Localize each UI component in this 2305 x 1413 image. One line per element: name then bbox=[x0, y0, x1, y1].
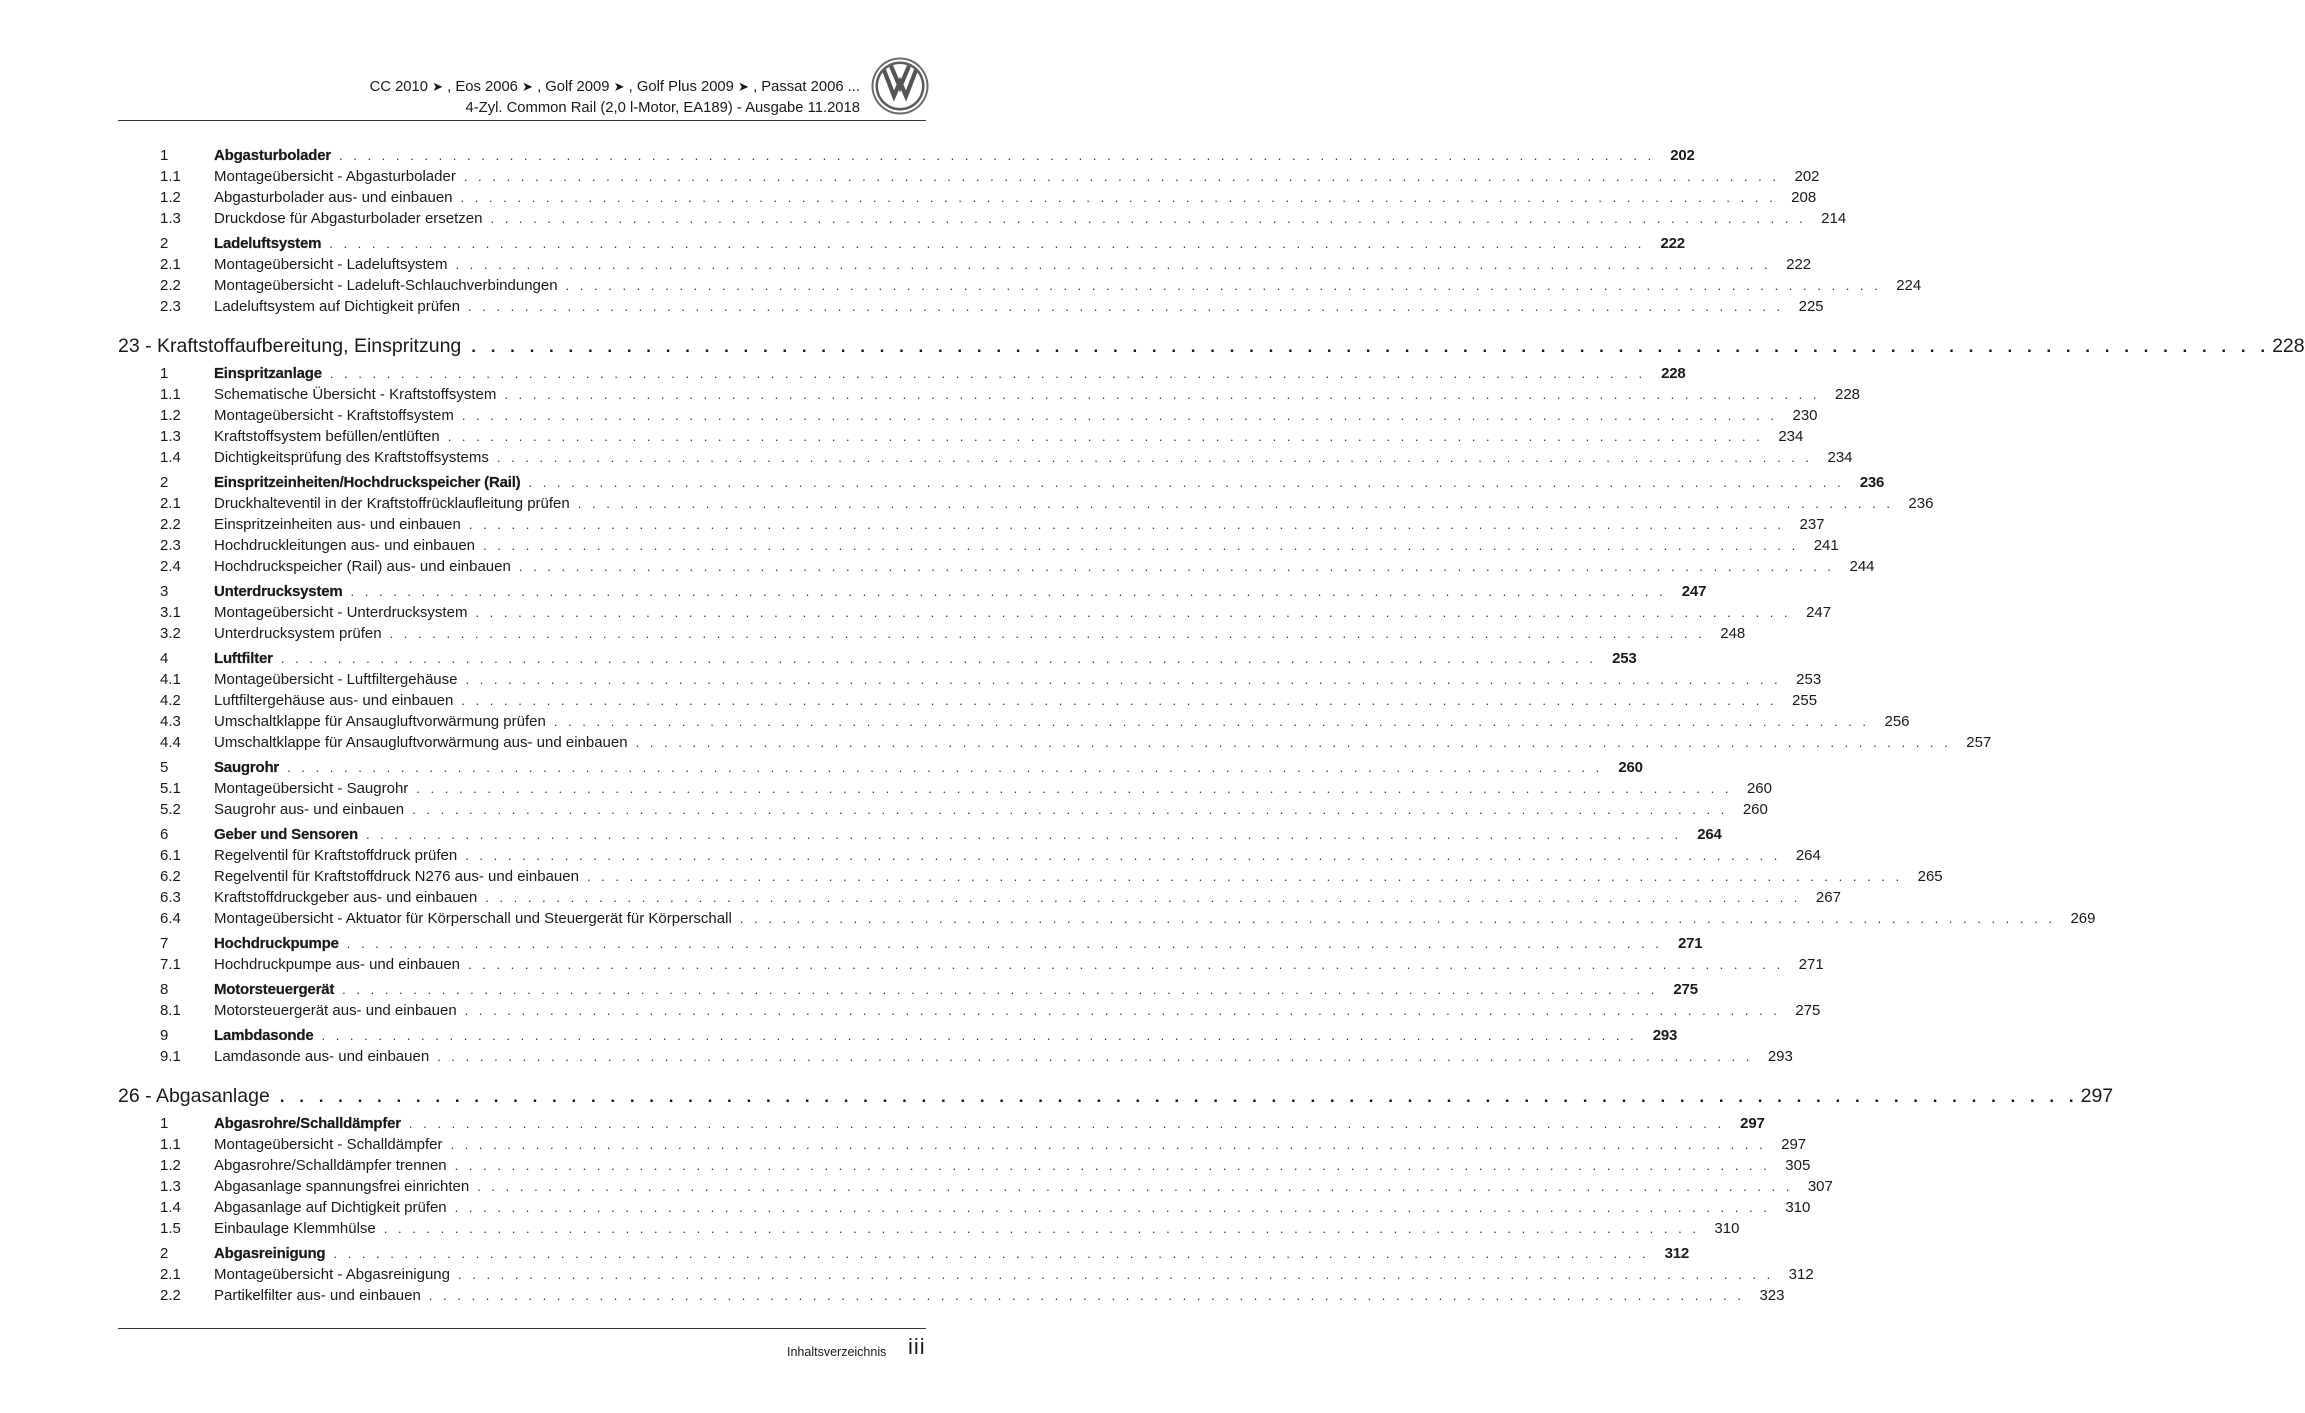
entry-page: 241 bbox=[1813, 537, 1839, 554]
toc-entry[interactable] bbox=[118, 493, 1934, 514]
toc-entry[interactable] bbox=[118, 1000, 1821, 1021]
model-eos: , Eos 2006 bbox=[447, 79, 518, 95]
dot-leader: . . . . . . . . . . . . . . . . . . . . . . . . . . . . . . . . . . . . . . . . . . . . . . . . . . . . . . . . . . . . . . . . . . . . . . . . . . . . . . . . . . . . . . . . . . . . . bbox=[518, 559, 1835, 574]
entry-title: Partikelfilter aus- und einbauen bbox=[214, 1287, 421, 1304]
entry-number: 1.4 bbox=[160, 1199, 181, 1216]
entry-title: Umschaltklappe für Ansaugluftvorwärmung aus- und einbauen bbox=[214, 734, 628, 751]
toc-entry[interactable] bbox=[118, 187, 1817, 208]
dot-leader: . . . . . . . . . . . . . . . . . . . . . . . . . . . . . . . . . . . . . . . . . . . . . . . . . . . . . . . . . . . . . . . . . . . . . . . . . . . . . . . . . . . . . . . . . . . . . bbox=[287, 760, 1603, 775]
entry-title: Luftfiltergehäuse aus- und einbauen bbox=[214, 692, 454, 709]
entry-page: 275 bbox=[1673, 981, 1698, 998]
toc-entry[interactable] bbox=[118, 405, 1818, 426]
dot-leader: . . . . . . . . . . . . . . . . . . . . . . . . . . . . . . . . . . . . . . . . . . . . . . . . . . . . . . . . . . . . . . . . . . . . . . . . . . . . . . . . . . . . . . . . . . . . . bbox=[464, 1003, 1781, 1018]
document-header bbox=[118, 76, 860, 119]
toc-entry[interactable] bbox=[118, 166, 1820, 187]
entry-page: 236 bbox=[1859, 474, 1885, 491]
entry-number: 4.3 bbox=[160, 713, 181, 730]
toc-entry[interactable] bbox=[118, 254, 1812, 275]
toc-section[interactable] bbox=[118, 824, 1722, 845]
model-cc: CC 2010 bbox=[369, 79, 428, 95]
entry-number: 1.3 bbox=[160, 428, 181, 445]
toc-entry[interactable] bbox=[118, 514, 1825, 535]
entry-title: Montageübersicht - Unterdrucksystem bbox=[214, 604, 468, 621]
toc-section[interactable] bbox=[118, 648, 1637, 669]
entry-page: 237 bbox=[1799, 516, 1825, 533]
arrow-icon: ➤ bbox=[522, 79, 533, 94]
entry-page: 271 bbox=[1677, 935, 1703, 952]
entry-title: Druckhalteventil in der Kraftstoffrücklaufleitung prüfen bbox=[214, 495, 570, 512]
entry-page: 293 bbox=[1767, 1048, 1793, 1065]
dot-leader: . . . . . . . . . . . . . . . . . . . . . . . . . . . . . . . . . . . . . . . . . . . . . . . . . . . . . . . . . . . . . . . . . . . . . . . . . . . . . . . . . . . . . . . . . . . . . bbox=[465, 848, 1781, 863]
entry-page: 260 bbox=[1618, 759, 1643, 776]
dot-leader: . . . . . . . . . . . . . . . . . . . . . . . . . . . . . . . . . . . . . . . . . . . . . . . . . . . . . . . . . . . . . . . . . . . . . . . . . . . . . . . . . . . . . . . . . . . . . bbox=[496, 450, 1813, 465]
entry-title: Montageübersicht - Ladeluft-Schlauchverbindungen bbox=[214, 277, 558, 294]
entry-number: 4.4 bbox=[160, 734, 181, 751]
toc-entry[interactable] bbox=[118, 1218, 1740, 1239]
entry-title: Lamdasonde aus- und einbauen bbox=[214, 1048, 430, 1065]
entry-page: 310 bbox=[1714, 1220, 1740, 1237]
entry-title: Abgasrohre/Schalldämpfer trennen bbox=[214, 1157, 447, 1174]
dot-leader: . . . . . . . . . . . . . . . . . . . . . . . . . . . . . . . . . . . . . . . . . . . . . . . . . . . . . . . . . . . . . . . . . . . . . . . . . . . . . . . . . . . . . . . . . . . . . bbox=[329, 236, 1645, 251]
entry-title: Ladeluftsystem bbox=[214, 235, 322, 252]
entry-title: Hochdruckspeicher (Rail) aus- und einbauen bbox=[214, 558, 511, 575]
entry-title: Umschaltklappe für Ansaugluftvorwärmung prüfen bbox=[214, 713, 546, 730]
dot-leader: . . . . . . . . . . . . . . . . . . . . . . . . . . . . . . . . . . . . . . . . . . . . . . . . . . . . . . . . . . . . . . . . . . . . . . . . . . . . . . . . . . . . . . . . . . . . . bbox=[333, 1246, 1650, 1261]
entry-title: Luftfilter bbox=[214, 650, 273, 667]
toc-entry[interactable] bbox=[118, 732, 1992, 753]
toc-section[interactable] bbox=[118, 145, 1695, 166]
models-line bbox=[118, 76, 860, 98]
entry-page: 271 bbox=[1798, 956, 1824, 973]
entry-page: 253 bbox=[1796, 671, 1822, 688]
entry-title: Saugrohr aus- und einbauen bbox=[214, 801, 405, 818]
entry-title: Hochdruckleitungen aus- und einbauen bbox=[214, 537, 476, 554]
entry-page: 269 bbox=[2070, 910, 2096, 927]
dot-leader: . . . . . . . . . . . . . . . . . . . . . . . . . . . . . . . . . . . . . . . . . . . . . . . . . . . . . . . . . . . . . . . . . . . . . . . . . . . . . . . . . . . . . . . . . . . . . bbox=[346, 936, 1663, 951]
entry-title: Regelventil für Kraftstoffdruck N276 aus- und einbauen bbox=[214, 868, 579, 885]
entry-title: Schematische Übersicht - Kraftstoffsystem bbox=[214, 386, 497, 403]
footer-divider bbox=[118, 1328, 926, 1329]
toc-entry[interactable] bbox=[118, 426, 1804, 447]
dot-leader: . . . . . . . . . . . . . . . . . . . . . . . . . . . . . . . . . . . . . . . . . . . . . . . . . . . . . . . . . . . . . . . . . . . . . . . . . . . . . . . . . . . . . . . . . . . . . bbox=[577, 496, 1894, 511]
entry-page: 260 bbox=[1746, 780, 1772, 797]
entry-page: 208 bbox=[1791, 189, 1817, 206]
entry-page: 248 bbox=[1720, 625, 1746, 642]
dot-leader: . . . . . . . . . . . . . . . . . . . . . . . . . . . . . . . . . . . . . . . . . . . . . . . . . . . . . . . . . . . . . . . . . . . . . . . . . . . . . . . . . . . . . . . . . . . . . bbox=[461, 408, 1778, 423]
entry-number: 1.4 bbox=[160, 449, 181, 466]
entry-title: Montageübersicht - Aktuator für Körperschall und Steuergerät für Körperschall bbox=[214, 910, 732, 927]
entry-number: 2.2 bbox=[160, 1287, 181, 1304]
toc-entry[interactable] bbox=[118, 954, 1824, 975]
toc-entry[interactable] bbox=[118, 556, 1875, 577]
entry-number: 1.5 bbox=[160, 1220, 181, 1237]
entry-number: 9 bbox=[160, 1027, 169, 1044]
entry-page: 244 bbox=[1849, 558, 1875, 575]
toc-section[interactable] bbox=[118, 933, 1703, 954]
entry-number: 1.2 bbox=[160, 407, 181, 424]
entry-number: 7.1 bbox=[160, 956, 181, 973]
entry-number: 8.1 bbox=[160, 1002, 181, 1019]
dot-leader: . . . . . . . . . . . . . . . . . . . . . . . . . . . . . . . . . . . . . . . . . . . . . . . . . . . . . . . . . . . . . . . . . . . . . . . . . . . . . . . . . . . . . . . . . . . . . bbox=[408, 1116, 1725, 1131]
entry-page: 234 bbox=[1827, 449, 1853, 466]
dot-leader: . . . . . . . . . . . . . . . . . . . . . . . . . . . . . . . . . . . . . . . . . . . . . . . . . . . . . . . . . . . . . . . . . . . . . . . . . . . . . . . . . . . . . . . . . . . . . bbox=[280, 651, 1597, 666]
entry-page: 247 bbox=[1681, 583, 1707, 600]
entry-page: 234 bbox=[1778, 428, 1804, 445]
entry-number: 1.3 bbox=[160, 1178, 181, 1195]
entry-page: 312 bbox=[1664, 1245, 1690, 1262]
entry-page: 267 bbox=[1815, 889, 1841, 906]
entry-number: 1 bbox=[160, 1115, 169, 1132]
dot-leader: . . . . . . . . . . . . . . . . . . . . . . . . . . . . . . . . . . . . . . . . . . . . . . . . . . . . . . . . . . . . . . . . . . . . . . . . . . . . . . . . . . . . . . . . . . . . . bbox=[477, 1179, 1793, 1194]
toc-section[interactable] bbox=[118, 1025, 1678, 1046]
entry-title: Hochdruckpumpe aus- und einbauen bbox=[214, 956, 460, 973]
entry-title: Ladeluftsystem auf Dichtigkeit prüfen bbox=[214, 298, 460, 315]
entry-number: 2.2 bbox=[160, 277, 181, 294]
entry-number: 1.2 bbox=[160, 1157, 181, 1174]
entry-page: 307 bbox=[1807, 1178, 1833, 1195]
dot-leader: . . . . . . . . . . . . . . . . . . . . . . . . . . . . . . . . . . . . . . . . . . . . . . . . . . . . . . . . . . . . . . . . . . . . . . . . . . . . . . . . . . . . . . . . . . . . . bbox=[383, 1221, 1700, 1236]
entry-page: 264 bbox=[1795, 847, 1821, 864]
dot-leader: . . . . . . . . . . . . . . . . . . . . . . . . . . . . . . . . . . . . . . . . . . . . . . . . . . . . . . . . . . . . . . . . . . . . . . . . . . . . . . . . . . . . . . . . . . . . . bbox=[739, 911, 2056, 926]
toc-entry[interactable] bbox=[118, 1197, 1811, 1218]
dot-leader: . . . . . . . . . . . . . . . . . . . . . . . . . . . . . . . . . . . . . . . . . . . . . . . . . . . . . . . . . . . . . . . . . . . . . . . . . . . . . . . . . . . . . . . . . . . . . bbox=[485, 890, 1801, 905]
footer-label: Inhaltsverzeichnis bbox=[787, 1345, 887, 1359]
entry-title: Abgasturbolader aus- und einbauen bbox=[214, 189, 453, 206]
entry-title: Lambdasonde bbox=[214, 1027, 314, 1044]
toc-entry[interactable] bbox=[118, 384, 1861, 405]
toc-entry[interactable] bbox=[118, 799, 1768, 820]
entry-number: 1.1 bbox=[160, 168, 181, 185]
entry-number: 1.2 bbox=[160, 189, 181, 206]
entry-title: Abgasrohre/Schalldämpfer bbox=[214, 1115, 401, 1132]
dot-leader: . . . . . . . . . . . . . . . . . . . . . . . . . . . . . . . . . . . . . . . . . . . . . . . . . . . . . . . . . . . . . . . . . . . . . . . . . . . . . . . . . . . . . . . . . . . . . bbox=[461, 693, 1778, 708]
toc-entry[interactable] bbox=[118, 535, 1839, 556]
dot-leader: . . . . . . . . . . . . . . . . . . . . . . . . . . . . . . . . . . . . . . . . . . . . . . . . . . . . . . . . . . . . . . . . . . . . . . . . . . . . . . . . . . . . . . . . . . . . . bbox=[586, 869, 1903, 884]
dot-leader: . . . . . . . . . . . . . . . . . . . . . . . . . . . . . . . . . . . . . . . . . . . . . . . . . . . . . . . . . . . . . . . . . . . . . . . . . . . . . . . . . . . . . . . . . . . . . bbox=[428, 1288, 1745, 1303]
entry-title: Unterdrucksystem prüfen bbox=[214, 625, 382, 642]
entry-page: 247 bbox=[1806, 604, 1832, 621]
entry-page: 260 bbox=[1742, 801, 1768, 818]
entry-page: 293 bbox=[1652, 1027, 1678, 1044]
entry-title: Abgasanlage auf Dichtigkeit prüfen bbox=[214, 1199, 447, 1216]
entry-number: 1.1 bbox=[160, 1136, 181, 1153]
entry-page: 323 bbox=[1759, 1287, 1785, 1304]
entry-title: Montageübersicht - Luftfiltergehäuse bbox=[214, 671, 458, 688]
toc-entry[interactable] bbox=[118, 669, 1822, 690]
entry-number: 2 bbox=[160, 474, 169, 491]
entry-title: Regelventil für Kraftstoffdruck prüfen bbox=[214, 847, 458, 864]
entry-page: 202 bbox=[1794, 168, 1820, 185]
arrow-icon: ➤ bbox=[432, 79, 444, 94]
entry-title: Einspritzanlage bbox=[214, 365, 322, 382]
entry-title: Hochdruckpumpe bbox=[214, 935, 339, 952]
dot-leader: . . . . . . . . . . . . . . . . . . . . . . . . . . . . . . . . . . . . . . . . . . . . . . . . . . . . . . . . . . . . . . . . . . . . . . . . . . . . . . . . . . . . . . . . . . . . . bbox=[454, 1200, 1771, 1215]
dot-leader: . . . . . . . . . . . . . . . . . . . . . . . . . . . . . . . . . . . . . . . . . . . . . . . . . . . . . . . . . . . . . . . . . . . . . . . . . . . . . . . . . . . . . . . . . . . . . bbox=[468, 957, 1784, 972]
toc-entry[interactable] bbox=[118, 778, 1772, 799]
toc-section[interactable] bbox=[118, 1243, 1690, 1264]
model-golf: , Golf 2009 bbox=[537, 79, 610, 95]
entry-number: 4 bbox=[160, 650, 169, 667]
entry-page: 228 bbox=[1834, 386, 1861, 403]
entry-title: Montageübersicht - Schalldämpfer bbox=[214, 1136, 443, 1153]
toc-entry[interactable] bbox=[118, 711, 1910, 732]
dot-leader: . . . . . . . . . . . . . . . . . . . . . . . . . . . . . . . . . . . . . . . . . . . . . . . . . . . . . . . . . . . . . . . . . . . . . . . . . . . . . . . . . . . . . . . . . . . . . bbox=[528, 475, 1845, 490]
toc-entry[interactable] bbox=[118, 1046, 1793, 1067]
model-golf-plus: , Golf Plus 2009 bbox=[628, 79, 734, 95]
dot-leader: . . . . . . . . . . . . . . . . . . . . . . . . . . . . . . . . . . . . . . . . . . . . . . . . . . . . . . . . . . . . . . . . . . . . . . . . . . . . . . . . . . . . . . . . . . . . . bbox=[460, 190, 1777, 205]
entry-number: 2.1 bbox=[160, 256, 181, 273]
vw-logo-icon bbox=[870, 56, 930, 116]
entry-title: Montageübersicht - Abgasturbolader bbox=[214, 168, 456, 185]
dot-leader: . . . . . . . . . . . . . . . . . . . . . . . . . . . . . . . . . . . . . . . . . . . . . . . . . . . . . . . . . . . . . . . . . . . . . . . . . . . . . . . . . . . . . . . . . . . . . bbox=[365, 827, 1682, 842]
dot-leader: . . . . . . . . . . . . . . . . . . . . . . . . . . . . . . . . . . . . . . . . . . . . . . . . . . . . . . . . . . . . . . . . . . . . . . . . . . . . . . . . . . . . . . . . . . . . . bbox=[350, 584, 1667, 599]
entry-number: 2 bbox=[160, 235, 169, 252]
dot-leader: . . . . . . . . . . . . . . . . . . . . . . . . . . . . . . . . . . . . . . . . . . . . . . . . . . . . . . . . . . . . . . . . . . . . . . . . . . . . . . . . . . . . . . . . . . . . . bbox=[450, 1137, 1767, 1152]
dot-leader: . . . . . . . . . . . . . . . . . . . . . . . . . . . . . . . . . . . . . . . . . . . . . . . . . . . . . . . . . . . . . . . . . . . . . . . . . . . . . . . . . . . . . . . . . . . . . bbox=[389, 626, 1706, 641]
header-divider bbox=[118, 120, 926, 121]
page-number: iii bbox=[908, 1334, 926, 1359]
entry-number: 5 bbox=[160, 759, 169, 776]
entry-number: 1 bbox=[160, 365, 169, 382]
toc-section[interactable] bbox=[118, 757, 1643, 778]
entry-page: 222 bbox=[1786, 256, 1812, 273]
entry-number: 6.4 bbox=[160, 910, 181, 927]
toc-section[interactable] bbox=[118, 472, 1885, 493]
entry-title: Abgasturbolader bbox=[214, 147, 332, 164]
entry-page: 224 bbox=[1896, 277, 1922, 294]
entry-number: 3 bbox=[160, 583, 169, 600]
entry-page: 312 bbox=[1788, 1266, 1814, 1283]
toc-section[interactable] bbox=[118, 979, 1698, 1000]
entry-title: Kraftstoffdruckgeber aus- und einbauen bbox=[214, 889, 478, 906]
toc-section[interactable] bbox=[118, 581, 1707, 602]
entry-title: Motorsteuergerät bbox=[214, 981, 335, 998]
toc-section[interactable] bbox=[118, 363, 1686, 384]
toc-entry[interactable] bbox=[118, 208, 1847, 229]
entry-number: 2.2 bbox=[160, 516, 181, 533]
entry-number: 6 bbox=[160, 826, 169, 843]
entry-title: Geber und Sensoren bbox=[214, 826, 358, 843]
entry-number: 6.1 bbox=[160, 847, 181, 864]
entry-page: 257 bbox=[1966, 734, 1992, 751]
dot-leader: . . . . . . . . . . . . . . . . . . . . . . . . . . . . . . . . . . . . . . . . . . . . . . . . . . . . . . . . . . . . . . . . . . . . . . . . . . . . . . . . . . . . . . . . . . . . . bbox=[437, 1049, 1753, 1064]
dot-leader: . . . . . . . . . . . . . . . . . . . . . . . . . . . . . . . . . . . . . . . . . . . . . . . . . . . . . . . . . . . . . . . . . . . . . . . . . . . . . . . . . . . . . . . . . . . . . bbox=[635, 735, 1952, 750]
entry-title: Abgasanlage spannungsfrei einrichten bbox=[214, 1178, 470, 1195]
toc-section[interactable] bbox=[118, 233, 1685, 254]
entry-page: 236 bbox=[1908, 495, 1934, 512]
toc-entry[interactable] bbox=[118, 845, 1821, 866]
entry-page: 297 bbox=[1740, 1115, 1765, 1132]
toc-entry[interactable] bbox=[118, 866, 1943, 887]
entry-page: 275 bbox=[1795, 1002, 1821, 1019]
entry-number: 5.2 bbox=[160, 801, 181, 818]
toc-entry[interactable] bbox=[118, 887, 1841, 908]
entry-title: Druckdose für Abgasturbolader ersetzen bbox=[214, 210, 483, 227]
entry-number: 2.1 bbox=[160, 1266, 181, 1283]
entry-title: Montageübersicht - Saugrohr bbox=[214, 780, 409, 797]
entry-number: 9.1 bbox=[160, 1048, 181, 1065]
entry-title: Motorsteuergerät aus- und einbauen bbox=[214, 1002, 457, 1019]
entry-title: Einspritzeinheiten aus- und einbauen bbox=[214, 516, 461, 533]
entry-number: 4.2 bbox=[160, 692, 181, 709]
entry-page: 255 bbox=[1792, 692, 1818, 709]
table-of-contents bbox=[118, 145, 2305, 1306]
entry-number: 3.2 bbox=[160, 625, 181, 642]
arrow-icon: ➤ bbox=[613, 79, 625, 94]
toc-entry[interactable] bbox=[118, 623, 1746, 644]
dot-leader: . . . . . . . . . . . . . . . . . . . . . . . . . . . . . . . . . . . . . . . . . . . . . . . . . . . . . . . . . . . . . . . . . . . . . . . . . . . . . . . . . . . . . . . . . . . . . bbox=[463, 169, 1780, 184]
dot-leader: . . . . . . . . . . . . . . . . . . . . . . . . . . . . . . . . . . . . . . . . . . . . . . . . . . . . . . . . . . . . . . . . . . . . . . . . . . . . . . . . . . . . . . . . . . . . . bbox=[454, 1158, 1771, 1173]
entry-title: Unterdrucksystem bbox=[214, 583, 343, 600]
entry-number: 1 bbox=[160, 147, 169, 164]
dot-leader: . . . . . . . . . . . . . . . . . . . . . . . . . . . . . . . . . . . . . . . . . . . . . . . . . . . . . . . . . . . . . . . . . . . . . . . . . . . . . . . . . . . . . . . . . . . . . bbox=[467, 299, 1784, 314]
entry-page: 310 bbox=[1785, 1199, 1811, 1216]
entry-page: 265 bbox=[1917, 868, 1943, 885]
toc-entry[interactable] bbox=[118, 1134, 1807, 1155]
dot-leader: . . . . . . . . . . . . . . . . . . . . . . . . . . . . . . . . . . . . . . . . . . . . . . . . . . . . . . . . . . . . . . . . . . . . . . . . . . . . . . . . . . . . . . . . . . . . . bbox=[416, 781, 1732, 796]
entry-page: 222 bbox=[1660, 235, 1685, 252]
entry-number: 2.4 bbox=[160, 558, 181, 575]
toc-chapter[interactable] bbox=[118, 331, 2305, 361]
entry-page: 256 bbox=[1884, 713, 1910, 730]
entry-number: 8 bbox=[160, 981, 169, 998]
entry-number: 4.1 bbox=[160, 671, 181, 688]
chapter-title: 26 - Abgasanlage bbox=[118, 1085, 270, 1107]
entry-title: Montageübersicht - Kraftstoffsystem bbox=[214, 407, 454, 424]
toc-section[interactable] bbox=[118, 1113, 1765, 1134]
toc-entry[interactable] bbox=[118, 275, 1922, 296]
dot-leader: . . . . . . . . . . . . . . . . . . . . . . . . . . . . . . . . . . . . . . . . . . . . . . . . . . . . . . . . . . . . . . . . . . . . . . . . . . . . . . . . . . . . . . . . . . . . . bbox=[279, 1087, 2079, 1106]
dot-leader: . . . . . . . . . . . . . . . . . . . . . . . . . . . . . . . . . . . . . . . . . . . . . . . . . . . . . . . . . . . . . . . . . . . . . . . . . . . . . . . . . . . . . . . . . . . . . bbox=[483, 538, 1799, 553]
entry-number: 2.3 bbox=[160, 537, 181, 554]
dot-leader: . . . . . . . . . . . . . . . . . . . . . . . . . . . . . . . . . . . . . . . . . . . . . . . . . . . . . . . . . . . . . . . . . . . . . . . . . . . . . . . . . . . . . . . . . . . . . bbox=[447, 429, 1764, 444]
entry-title: Einspritzeinheiten/Hochdruckspeicher (Rail) bbox=[214, 474, 521, 491]
toc-chapter[interactable] bbox=[118, 1081, 2114, 1111]
entry-page: 230 bbox=[1792, 407, 1818, 424]
entry-number: 2.1 bbox=[160, 495, 181, 512]
dot-leader: . . . . . . . . . . . . . . . . . . . . . . . . . . . . . . . . . . . . . . . . . . . . . . . . . . . . . . . . . . . . . . . . . . . . . . . . . . . . . . . . . . . . . . . . . . . . . bbox=[475, 605, 1792, 620]
entry-page: 264 bbox=[1697, 826, 1722, 843]
entry-title: Abgasreinigung bbox=[214, 1245, 326, 1262]
entry-number: 7 bbox=[160, 935, 169, 952]
entry-title: Montageübersicht - Ladeluftsystem bbox=[214, 256, 448, 273]
entry-page: 214 bbox=[1821, 210, 1847, 227]
entry-title: Kraftstoffsystem befüllen/entlüften bbox=[214, 428, 440, 445]
entry-number: 5.1 bbox=[160, 780, 181, 797]
toc-entry[interactable] bbox=[118, 1176, 1833, 1197]
toc-entry[interactable] bbox=[118, 602, 1832, 623]
entry-number: 2.3 bbox=[160, 298, 181, 315]
entry-page: 297 bbox=[1781, 1136, 1807, 1153]
dot-leader: . . . . . . . . . . . . . . . . . . . . . . . . . . . . . . . . . . . . . . . . . . . . . . . . . . . . . . . . . . . . . . . . . . . . . . . . . . . . . . . . . . . . . . . . . . . . . bbox=[468, 517, 1785, 532]
toc-entry[interactable] bbox=[118, 908, 2096, 929]
dot-leader: . . . . . . . . . . . . . . . . . . . . . . . . . . . . . . . . . . . . . . . . . . . . . . . . . . . . . . . . . . . . . . . . . . . . . . . . . . . . . . . . . . . . . . . . . . . . . bbox=[412, 802, 1728, 817]
entry-number: 1.1 bbox=[160, 386, 181, 403]
dot-leader: . . . . . . . . . . . . . . . . . . . . . . . . . . . . . . . . . . . . . . . . . . . . . . . . . . . . . . . . . . . . . . . . . . . . . . . . . . . . . . . . . . . . . . . . . . . . . bbox=[490, 211, 1807, 226]
entry-title: Montageübersicht - Abgasreinigung bbox=[214, 1266, 450, 1283]
entry-title: Einbaulage Klemmhülse bbox=[214, 1220, 376, 1237]
toc-entry[interactable] bbox=[118, 1285, 1785, 1306]
chapter-title: 23 - Kraftstoffaufbereitung, Einspritzung bbox=[118, 335, 462, 357]
dot-leader: . . . . . . . . . . . . . . . . . . . . . . . . . . . . . . . . . . . . . . . . . . . . . . . . . . . . . . . . . . . . . . . . . . . . . . . . . . . . . . . . . . . . . . . . . . . . . bbox=[458, 1267, 1774, 1282]
toc-entry[interactable] bbox=[118, 296, 1824, 317]
entry-number: 2 bbox=[160, 1245, 169, 1262]
dot-leader: . . . . . . . . . . . . . . . . . . . . . . . . . . . . . . . . . . . . . . . . . . . . . . . . . . . . . . . . . . . . . . . . . . . . . . . . . . . . . . . . . . . . . . . . . . . . . bbox=[329, 366, 1646, 381]
entry-page: 225 bbox=[1798, 298, 1824, 315]
toc-entry[interactable] bbox=[118, 447, 1853, 468]
dot-leader: . . . . . . . . . . . . . . . . . . . . . . . . . . . . . . . . . . . . . . . . . . . . . . . . . . . . . . . . . . . . . . . . . . . . . . . . . . . . . . . . . . . . . . . . . . . . . bbox=[553, 714, 1870, 729]
model-passat: , Passat 2006 ... bbox=[753, 79, 860, 95]
entry-page: 228 bbox=[1661, 365, 1686, 382]
toc-entry[interactable] bbox=[118, 690, 1818, 711]
entry-title: Saugrohr bbox=[214, 759, 280, 776]
dot-leader: . . . . . . . . . . . . . . . . . . . . . . . . . . . . . . . . . . . . . . . . . . . . . . . . . . . . . . . . . . . . . . . . . . . . . . . . . . . . . . . . . . . . . . . . . . . . . bbox=[565, 278, 1882, 293]
dot-leader: . . . . . . . . . . . . . . . . . . . . . . . . . . . . . . . . . . . . . . . . . . . . . . . . . . . . . . . . . . . . . . . . . . . . . . . . . . . . . . . . . . . . . . . . . . . . . bbox=[504, 387, 1821, 402]
entry-page: 202 bbox=[1670, 147, 1695, 164]
entry-number: 1.3 bbox=[160, 210, 181, 227]
dot-leader: . . . . . . . . . . . . . . . . . . . . . . . . . . . . . . . . . . . . . . . . . . . . . . . . . . . . . . . . . . . . . . . . . . . . . . . . . . . . . . . . . . . . . . . . . . . . . bbox=[339, 148, 1655, 163]
entry-title: Dichtigkeitsprüfung des Kraftstoffsystems bbox=[214, 449, 489, 466]
toc-entry[interactable] bbox=[118, 1155, 1811, 1176]
chapter-page: 297 bbox=[2080, 1085, 2114, 1107]
dot-leader: . . . . . . . . . . . . . . . . . . . . . . . . . . . . . . . . . . . . . . . . . . . . . . . . . . . . . . . . . . . . . . . . . . . . . . . . . . . . . . . . . . . . . . . . . . . . . bbox=[465, 672, 1782, 687]
dot-leader: . . . . . . . . . . . . . . . . . . . . . . . . . . . . . . . . . . . . . . . . . . . . . . . . . . . . . . . . . . . . . . . . . . . . . . . . . . . . . . . . . . . . . . . . . . . . . bbox=[471, 337, 2271, 356]
dot-leader: . . . . . . . . . . . . . . . . . . . . . . . . . . . . . . . . . . . . . . . . . . . . . . . . . . . . . . . . . . . . . . . . . . . . . . . . . . . . . . . . . . . . . . . . . . . . . bbox=[321, 1028, 1638, 1043]
toc-entry[interactable] bbox=[118, 1264, 1814, 1285]
entry-page: 253 bbox=[1612, 650, 1637, 667]
entry-number: 3.1 bbox=[160, 604, 181, 621]
chapter-page: 228 bbox=[2272, 335, 2305, 357]
entry-number: 6.2 bbox=[160, 868, 181, 885]
arrow-icon: ➤ bbox=[738, 79, 749, 94]
dot-leader: . . . . . . . . . . . . . . . . . . . . . . . . . . . . . . . . . . . . . . . . . . . . . . . . . . . . . . . . . . . . . . . . . . . . . . . . . . . . . . . . . . . . . . . . . . . . . bbox=[455, 257, 1772, 272]
dot-leader: . . . . . . . . . . . . . . . . . . . . . . . . . . . . . . . . . . . . . . . . . . . . . . . . . . . . . . . . . . . . . . . . . . . . . . . . . . . . . . . . . . . . . . . . . . . . . bbox=[342, 982, 1658, 997]
entry-page: 305 bbox=[1785, 1157, 1811, 1174]
entry-number: 6.3 bbox=[160, 889, 181, 906]
header-subtitle: 4-Zyl. Common Rail (2,0 l-Motor, EA189) - Ausgabe 11.2018 bbox=[465, 100, 860, 116]
